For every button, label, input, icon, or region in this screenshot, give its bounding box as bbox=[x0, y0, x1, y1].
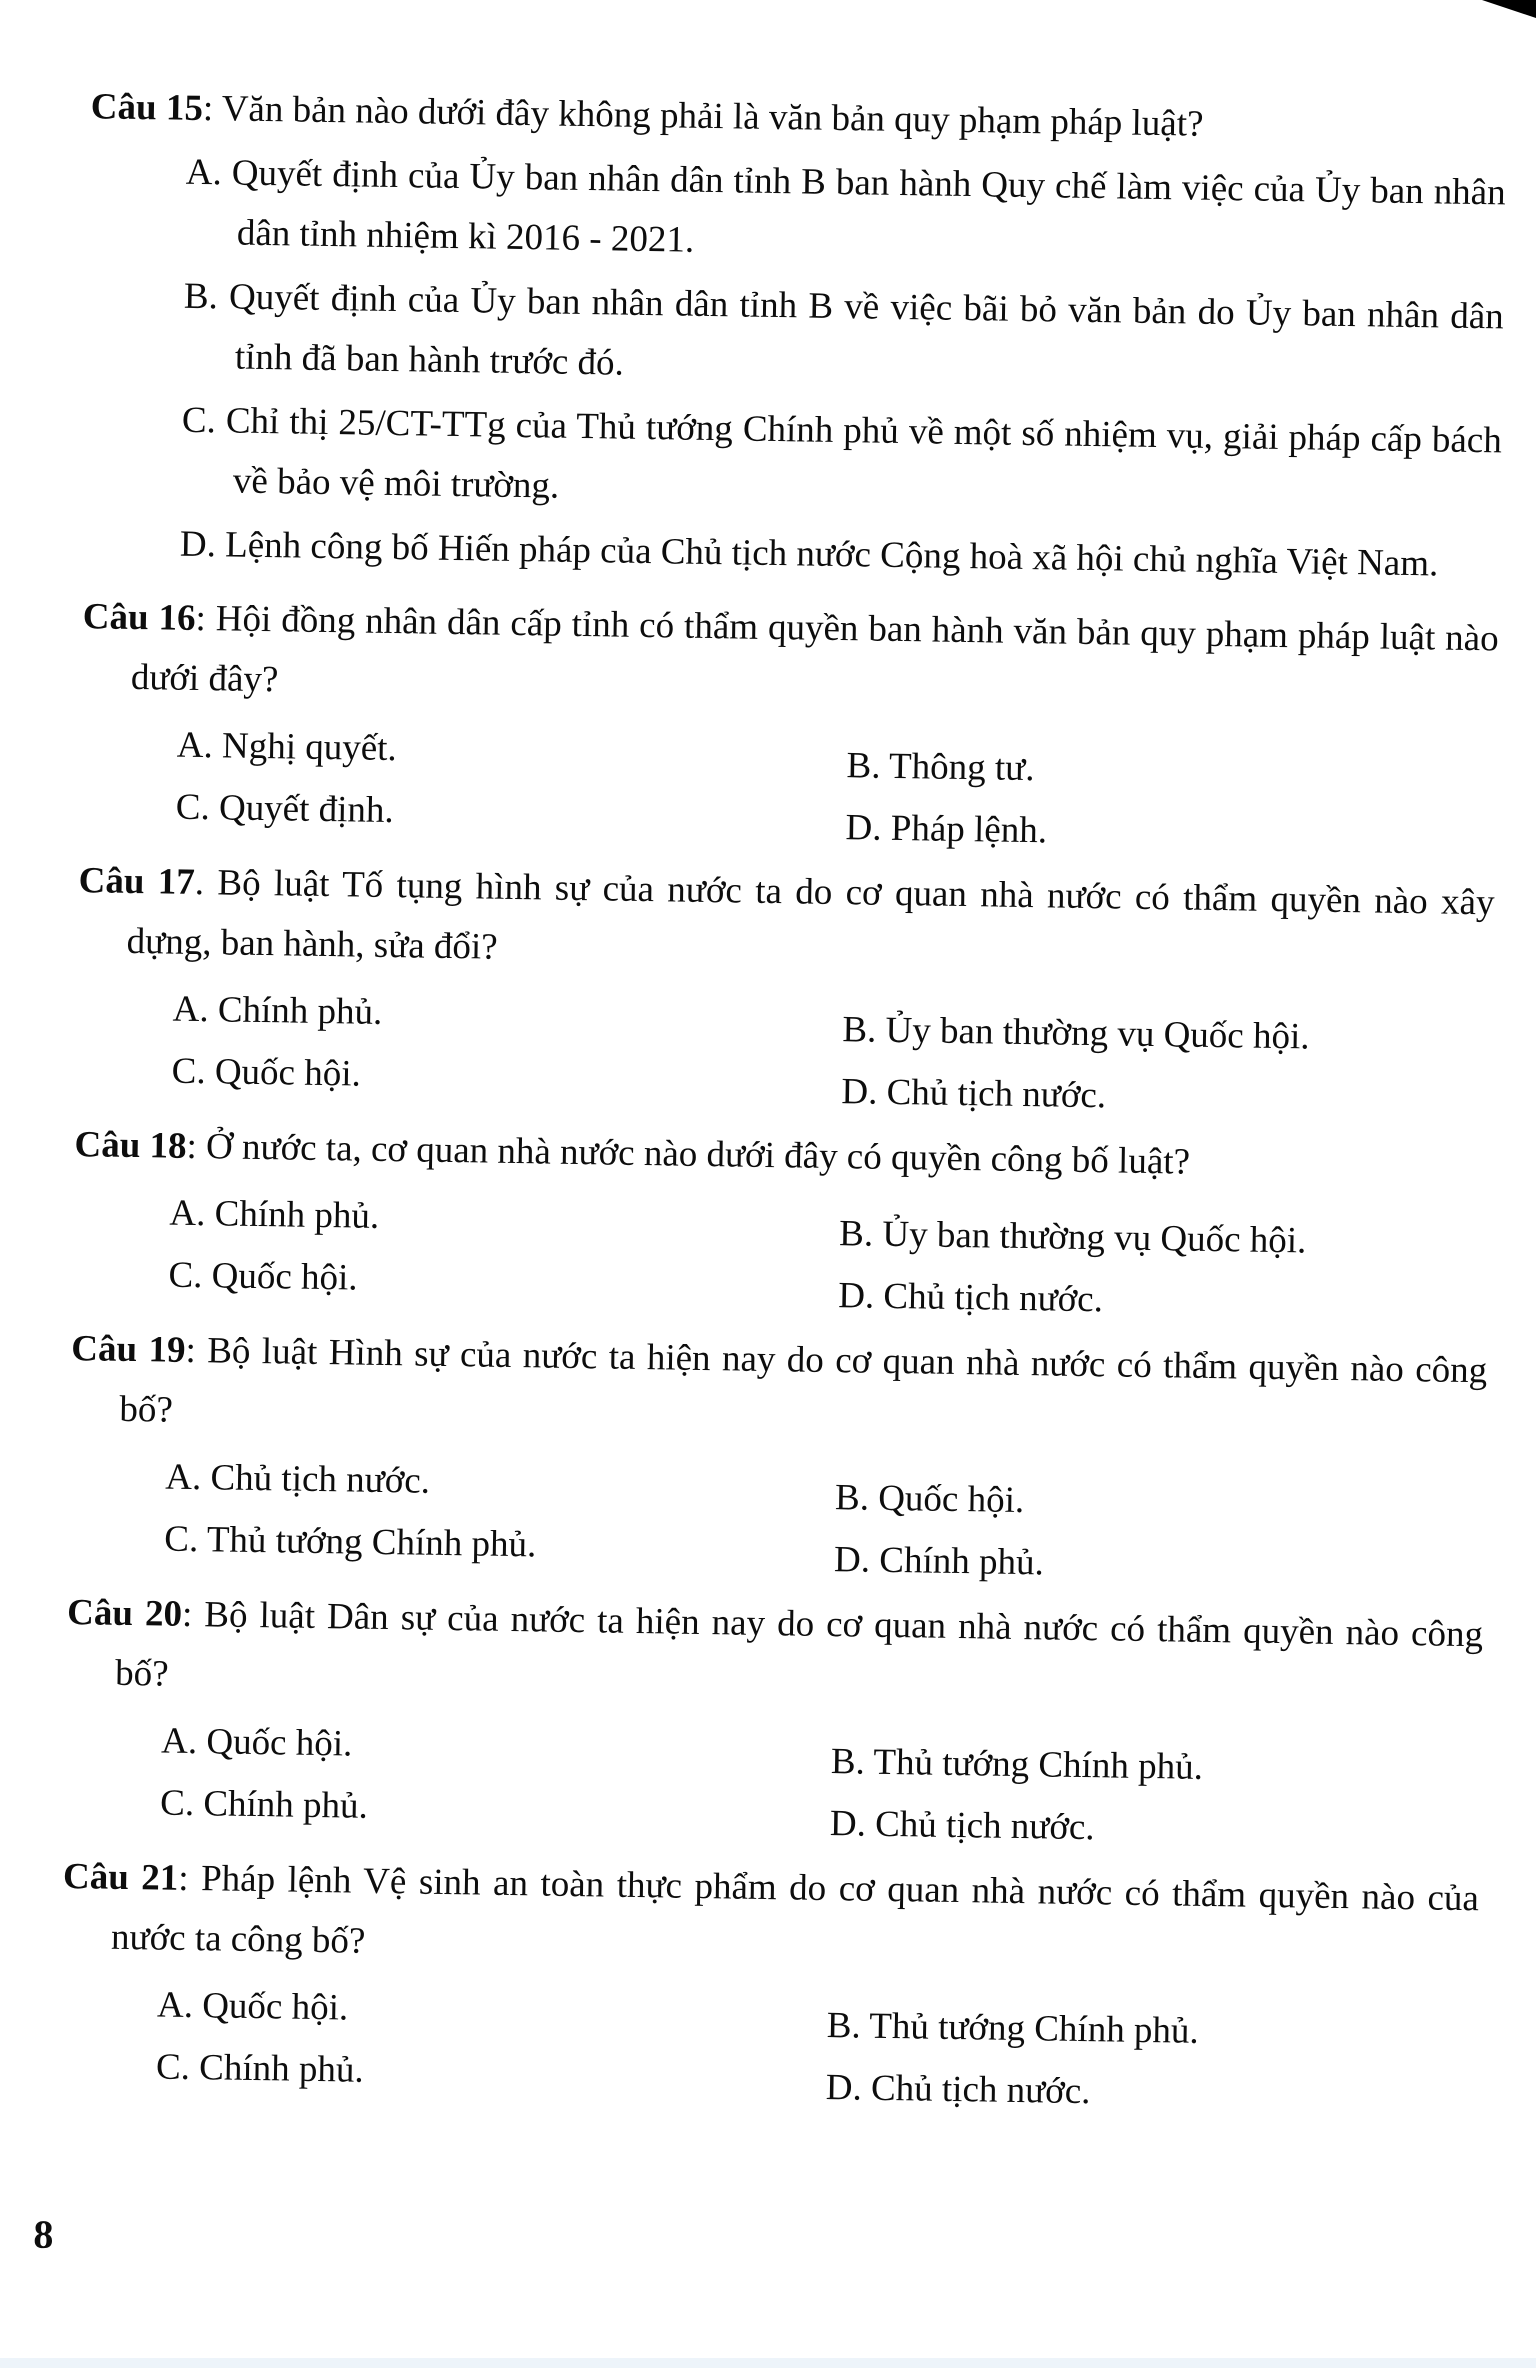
option-d bbox=[834, 1529, 1485, 1601]
option-letter: C. bbox=[168, 1254, 203, 1297]
question-text bbox=[77, 851, 1495, 993]
option-letter: A. bbox=[172, 988, 209, 1031]
option-text: Quốc hội. bbox=[201, 1985, 349, 2029]
question-text bbox=[66, 1583, 1484, 1725]
question-body: Hội đồng nhân dân cấp tỉnh có thẩm quyền ban hành văn bản quy phạm pháp luật nào dưới đây? bbox=[130, 598, 1499, 701]
question-separator: . bbox=[194, 861, 218, 904]
question-body: Ở nước ta, cơ quan nhà nước nào dưới đây có quyền công bố luật? bbox=[205, 1126, 1191, 1183]
option-text: Quyết định. bbox=[218, 787, 395, 832]
option-letter: D. bbox=[833, 1539, 871, 1581]
option-text: Quốc hội. bbox=[214, 1051, 362, 1095]
option-text: Ủy ban thường vụ Quốc hội. bbox=[885, 1009, 1310, 1058]
question-separator: : bbox=[202, 87, 223, 130]
option-c bbox=[64, 1771, 831, 1845]
option-text: Thủ tướng Chính phủ. bbox=[873, 1741, 1204, 1788]
option-letter: D. bbox=[841, 1071, 878, 1113]
option-c bbox=[181, 392, 1503, 532]
page-number: 8 bbox=[33, 2211, 54, 2257]
question-separator: : bbox=[186, 1125, 207, 1168]
option-d bbox=[838, 1265, 1489, 1337]
question-body: Bộ luật Dân sự của nước ta hiện nay do cơ quan nhà nước có thẩm quyền nào công bố? bbox=[114, 1594, 1484, 1695]
option-b bbox=[839, 1203, 1490, 1275]
option-d bbox=[845, 797, 1496, 869]
question-number: Câu 19 bbox=[71, 1328, 186, 1371]
question-21 bbox=[60, 1847, 1480, 2119]
option-text: Quốc hội. bbox=[211, 1255, 358, 1299]
option-text: Chính phủ. bbox=[198, 2047, 365, 2091]
option-text: Quyết định của Ủy ban nhân dân tỉnh B về việc bãi bỏ văn bản do Ủy ban nhân dân tỉnh đã ban hành trước đó. bbox=[228, 276, 1505, 384]
options-grid bbox=[60, 1973, 1478, 2119]
options-grid bbox=[72, 1181, 1490, 1327]
option-text: Quốc hội. bbox=[206, 1721, 353, 1765]
option-b bbox=[842, 999, 1493, 1071]
option-text: Quốc hội. bbox=[877, 1477, 1025, 1522]
option-text: Ủy ban thường vụ Quốc hội. bbox=[882, 1213, 1307, 1262]
option-d bbox=[829, 1793, 1480, 1865]
option-letter: B. bbox=[834, 1477, 870, 1519]
option-text: Thông tư. bbox=[888, 745, 1035, 790]
option-b bbox=[830, 1731, 1481, 1803]
option-text: Chủ tịch nước. bbox=[874, 1803, 1095, 1849]
option-letter: A. bbox=[165, 1456, 202, 1499]
question-17 bbox=[75, 851, 1495, 1123]
option-text: Chủ tịch nước. bbox=[210, 1457, 431, 1502]
option-text: Lệnh công bố Hiến pháp của Chủ tịch nước Cộng hoà xã hội chủ nghĩa Việt Nam. bbox=[224, 524, 1439, 585]
option-b bbox=[846, 735, 1497, 807]
option-text: Chủ tịch nước. bbox=[870, 2067, 1091, 2113]
options-grid bbox=[68, 1445, 1486, 1591]
option-text: Thủ tướng Chính phủ. bbox=[206, 1519, 537, 1566]
option-text: Chỉ thị 25/CT-TTg của Thủ tướng Chính phủ về một số nhiệm vụ, giải pháp cấp bách về bảo vệ môi trường. bbox=[225, 400, 1503, 507]
option-text: Chính phủ. bbox=[214, 1193, 380, 1237]
question-separator: : bbox=[195, 597, 217, 640]
question-number: Câu 17 bbox=[78, 860, 196, 903]
option-text: Thủ tướng Chính phủ. bbox=[868, 2005, 1200, 2052]
option-letter: C. bbox=[171, 1050, 206, 1093]
question-number: Câu 16 bbox=[82, 596, 196, 639]
question-19 bbox=[68, 1319, 1488, 1591]
option-letter: A. bbox=[160, 1720, 198, 1763]
option-letter: A. bbox=[169, 1192, 206, 1235]
option-letter: B. bbox=[183, 275, 219, 318]
question-15 bbox=[84, 77, 1508, 595]
option-b bbox=[826, 1995, 1477, 2067]
question-separator: : bbox=[185, 1329, 208, 1372]
option-b bbox=[835, 1467, 1486, 1539]
question-16 bbox=[79, 587, 1499, 859]
option-letter: C. bbox=[175, 786, 211, 829]
option-c bbox=[60, 2035, 827, 2109]
option-letter: C. bbox=[181, 399, 217, 442]
option-d bbox=[825, 2057, 1476, 2129]
option-letter: C. bbox=[164, 1518, 199, 1561]
question-20 bbox=[64, 1583, 1484, 1855]
option-text: Chủ tịch nước. bbox=[886, 1071, 1107, 1117]
question-text bbox=[62, 1847, 1480, 1989]
option-letter: C. bbox=[155, 2046, 191, 2089]
question-body: Văn bản nào dưới đây không phải là văn bản quy phạm pháp luật? bbox=[221, 88, 1204, 145]
question-number: Câu 20 bbox=[66, 1592, 183, 1635]
question-body: Pháp lệnh Vệ sinh an toàn thực phẩm do cơ quan nhà nước có thẩm quyền nào của nước ta công bố? bbox=[110, 1858, 1480, 1962]
question-number: Câu 18 bbox=[74, 1124, 187, 1167]
option-letter: A. bbox=[156, 1984, 194, 2027]
option-letter: B. bbox=[846, 745, 881, 787]
question-separator: : bbox=[178, 1857, 202, 1900]
question-number: Câu 21 bbox=[62, 1856, 179, 1899]
option-text: Chính phủ. bbox=[203, 1783, 369, 1827]
option-text: Chủ tịch nước. bbox=[883, 1275, 1104, 1321]
option-letter: B. bbox=[826, 2005, 862, 2047]
option-letter: A. bbox=[176, 724, 214, 767]
option-a bbox=[185, 144, 1506, 284]
question-18 bbox=[72, 1115, 1491, 1327]
option-letter: B. bbox=[838, 1213, 874, 1255]
question-text bbox=[81, 587, 1499, 729]
option-letter: D. bbox=[825, 2067, 863, 2109]
option-b bbox=[183, 268, 1505, 408]
options-grid bbox=[79, 713, 1497, 859]
option-letter: D. bbox=[179, 523, 217, 566]
option-c bbox=[68, 1507, 835, 1581]
option-text: Quyết định của Ủy ban nhân dân tỉnh B ban hành Quy chế làm việc của Ủy ban nhân dân tỉnh nhiệm kì 2016 - 2021. bbox=[231, 152, 1506, 261]
option-c bbox=[75, 1039, 842, 1113]
option-letter: D. bbox=[837, 1275, 875, 1317]
option-letter: B. bbox=[830, 1741, 866, 1783]
option-letter: A. bbox=[185, 151, 223, 194]
option-text: Chính phủ. bbox=[879, 1539, 1045, 1584]
option-text: Nghị quyết. bbox=[221, 725, 398, 770]
question-number: Câu 15 bbox=[90, 86, 204, 129]
option-letter: D. bbox=[845, 807, 882, 849]
option-d bbox=[841, 1061, 1492, 1133]
question-body: Bộ luật Hình sự của nước ta hiện nay do cơ quan nhà nước có thẩm quyền nào công bố? bbox=[119, 1330, 1488, 1431]
option-letter: C. bbox=[159, 1782, 195, 1825]
question-text bbox=[70, 1319, 1488, 1461]
options-grid bbox=[64, 1709, 1482, 1855]
question-body: Bộ luật Tố tụng hình sự của nước ta do cơ quan nhà nước có thẩm quyền nào xây dựng, ban hành, sửa đổi? bbox=[126, 862, 1495, 968]
option-c bbox=[72, 1243, 839, 1317]
option-letter: B. bbox=[842, 1009, 877, 1051]
option-c bbox=[79, 775, 846, 849]
question-separator: : bbox=[181, 1593, 205, 1636]
option-text: Pháp lệnh. bbox=[890, 807, 1048, 852]
options-grid bbox=[75, 977, 1493, 1123]
option-text: Chính phủ. bbox=[217, 989, 383, 1033]
option-letter: D. bbox=[829, 1803, 867, 1845]
